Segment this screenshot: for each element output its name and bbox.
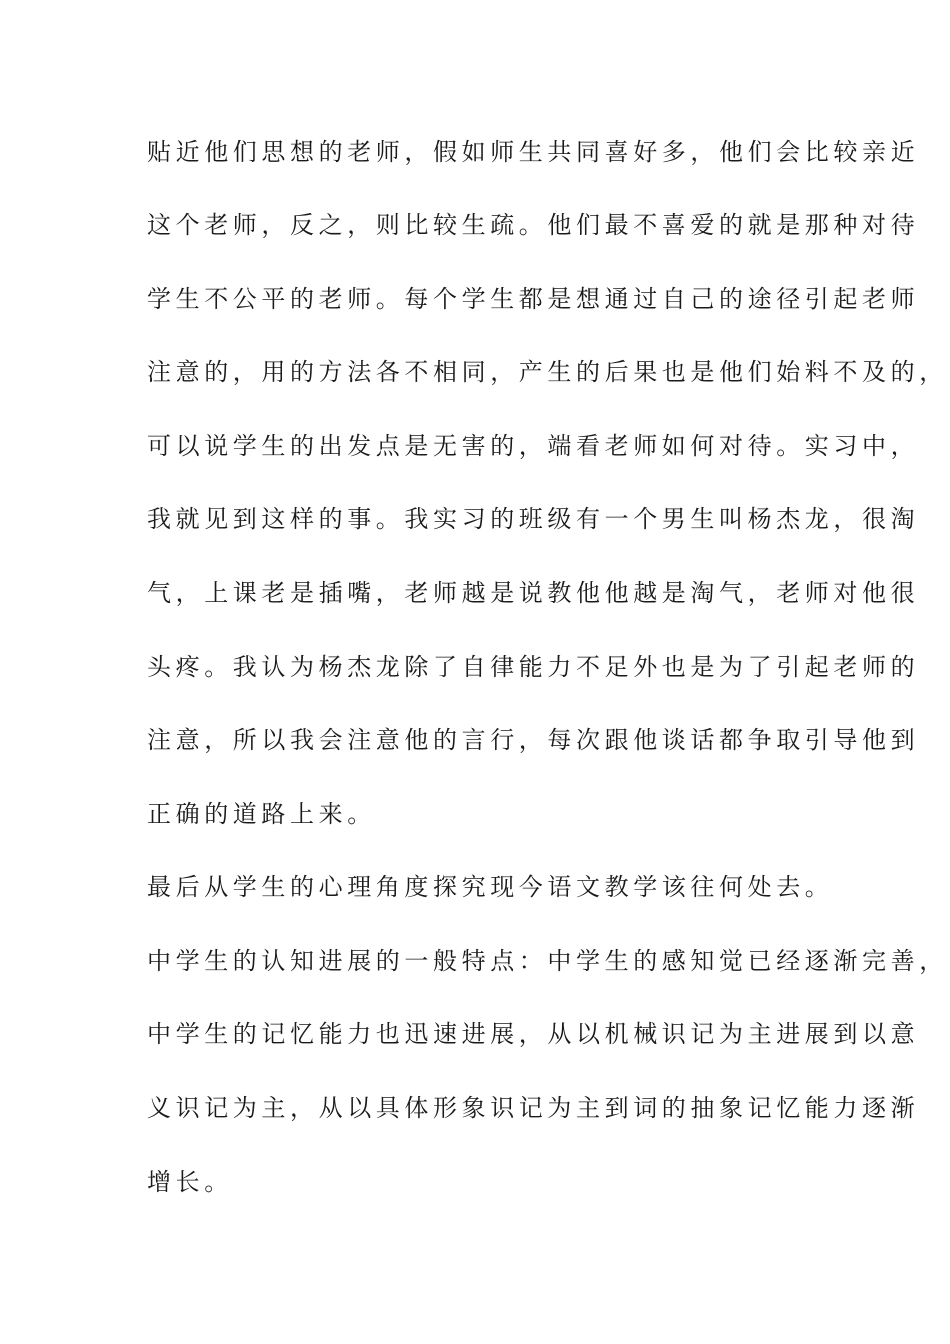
- text-line: 义识记为主，从以具体形象识记为主到词的抽象记忆能力逐渐: [147, 1094, 920, 1122]
- text-line: 贴近他们思想的老师，假如师生共同喜好多，他们会比较亲近: [147, 138, 920, 166]
- text-line: 增长。: [147, 1168, 233, 1196]
- text-line: 注意的，用的方法各不相同，产生的后果也是他们始料不及的，: [147, 358, 948, 386]
- text-line: 我就见到这样的事。我实习的班级有一个男生叫杨杰龙，很淘: [147, 505, 920, 533]
- text-line: 正确的道路上来。: [147, 800, 376, 828]
- paragraph-line: 最后从学生的心理角度探究现今语文教学该往何处去。: [147, 873, 834, 901]
- paragraph-line: 中学生的认知进展的一般特点：中学生的感知觉已经逐渐完善，: [147, 947, 948, 975]
- text-line: 这个老师，反之，则比较生疏。他们最不喜爱的就是那种对待: [147, 211, 920, 239]
- text-line: 中学生的记忆能力也迅速进展，从以机械识记为主进展到以意: [147, 1020, 920, 1048]
- text-line: 头疼。我认为杨杰龙除了自律能力不足外也是为了引起老师的: [147, 653, 920, 681]
- text-line: 学生不公平的老师。每个学生都是想通过自己的途径引起老师: [147, 285, 920, 313]
- text-line: 可以说学生的出发点是无害的，端看老师如何对待。实习中，: [147, 432, 920, 460]
- text-line: 注意，所以我会注意他的言行，每次跟他谈话都争取引导他到: [147, 726, 920, 754]
- text-line: 气，上课老是插嘴，老师越是说教他他越是淘气，老师对他很: [147, 579, 920, 607]
